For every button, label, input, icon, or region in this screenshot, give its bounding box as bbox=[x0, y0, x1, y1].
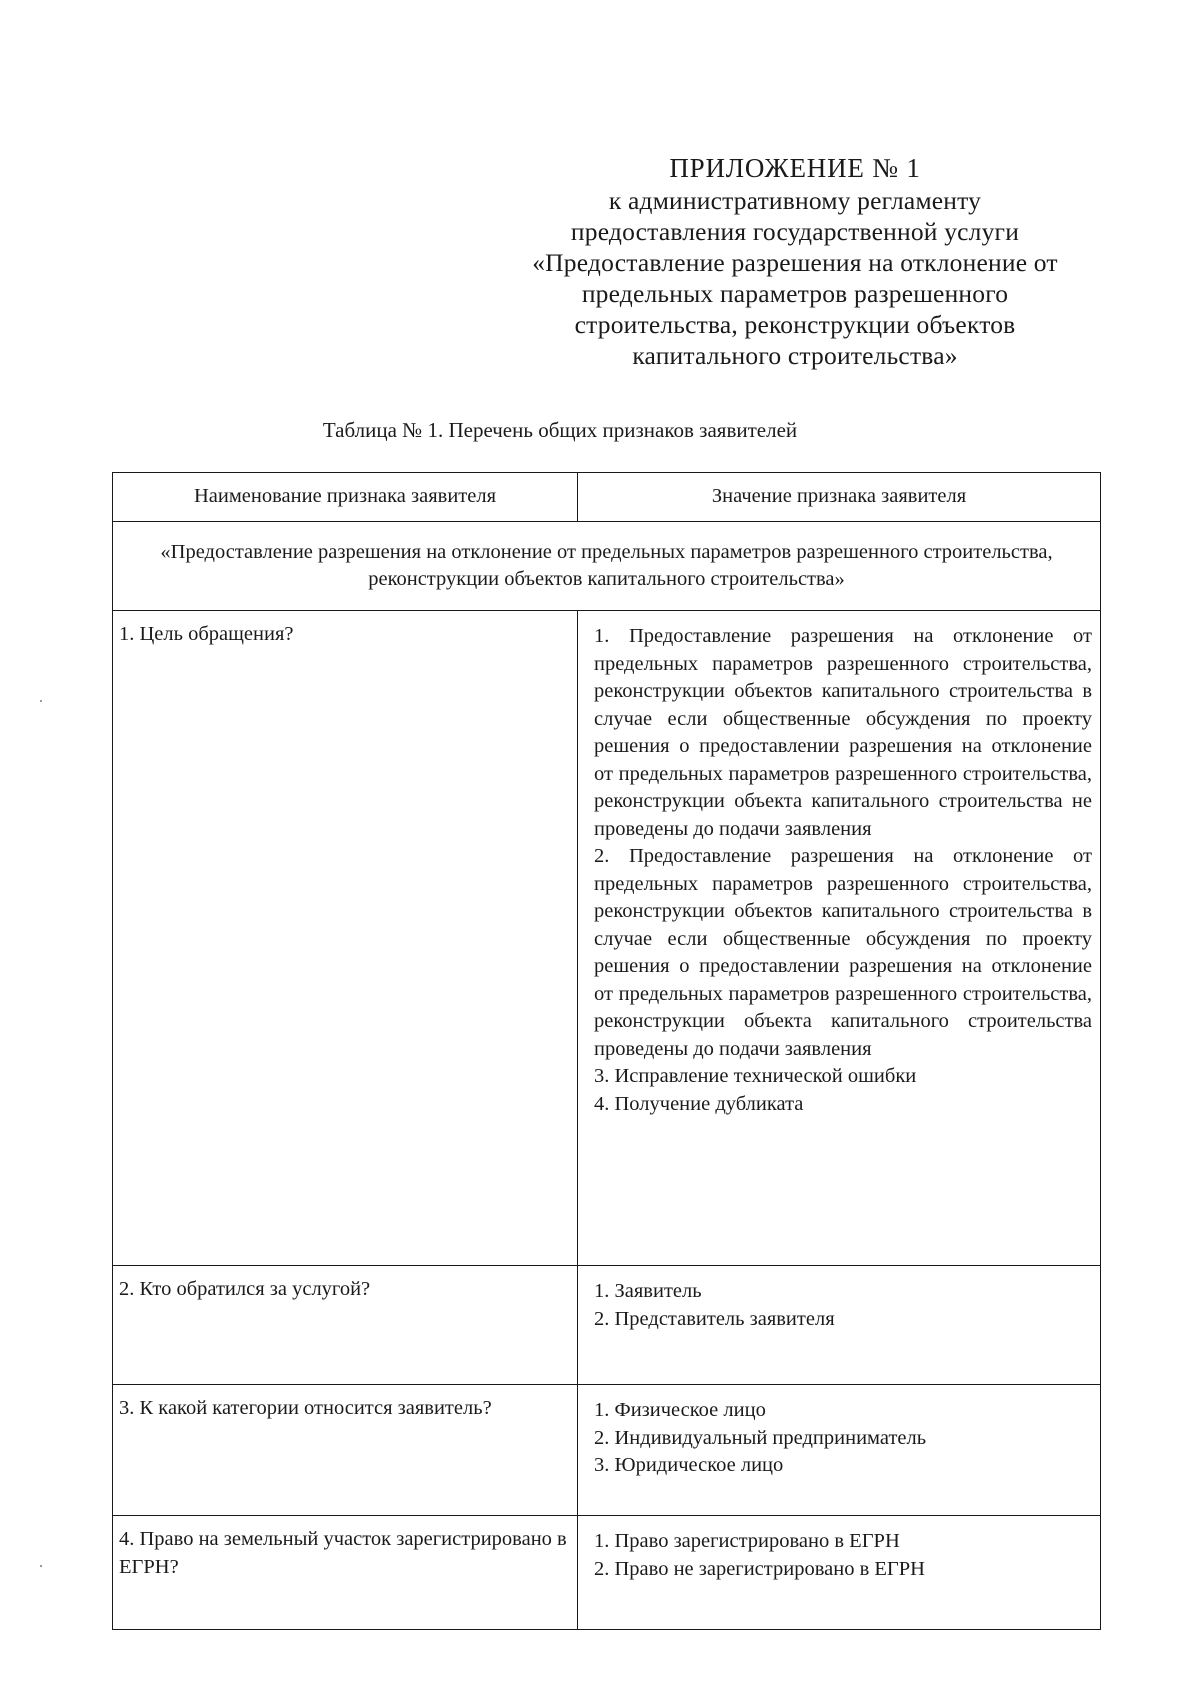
row-answers bbox=[578, 1266, 1101, 1385]
appendix-title: ПРИЛОЖЕНИЕ № 1 bbox=[669, 153, 921, 183]
row-answers bbox=[578, 1516, 1101, 1630]
heading-line: строительства, реконструкции объектов bbox=[574, 310, 1016, 339]
table-header-row bbox=[113, 473, 1101, 522]
answer-item: 1. Заявитель bbox=[594, 1280, 702, 1302]
answer-item: 2. Предоставление разрешения на отклонение от предельных параметров разрешенного строительства, реконструкции объектов капитального строительства в случае если общественные обсуждения по проекту решения о предоставлении разрешения на отклонение от предельных параметров разрешенного строительства, реконструкции объекта капитального строительства проведены до подачи заявления bbox=[594, 845, 1092, 1060]
heading-line: предоставления государственной услуги bbox=[570, 217, 1020, 246]
row-question: 3. К какой категории относится заявитель? bbox=[113, 1385, 578, 1516]
column-header-name: Наименование признака заявителя bbox=[113, 473, 578, 522]
appendix-heading bbox=[500, 152, 1090, 371]
answer-item: 3. Исправление технической ошибки bbox=[594, 1065, 917, 1087]
row-question: 1. Цель обращения? bbox=[113, 611, 578, 1266]
scan-speck bbox=[40, 1565, 42, 1567]
table-row bbox=[113, 611, 1101, 1266]
row-answers bbox=[578, 1385, 1101, 1516]
answer-item: 2. Представитель заявителя bbox=[594, 1307, 835, 1330]
table-row bbox=[113, 1385, 1101, 1516]
heading-line: «Предоставление разрешения на отклонение от bbox=[532, 248, 1058, 277]
table-caption: Таблица № 1. Перечень общих признаков заявителей bbox=[322, 418, 798, 442]
row-question: 4. Право на земельный участок зарегистрировано в ЕГРН? bbox=[113, 1516, 578, 1630]
heading-line: капитального строительства» bbox=[632, 341, 958, 370]
column-header-value: Значение признака заявителя bbox=[578, 473, 1101, 522]
table-row bbox=[113, 1266, 1101, 1385]
scan-speck bbox=[40, 700, 42, 702]
heading-line: предельных параметров разрешенного bbox=[581, 279, 1009, 308]
answer-item: 1. Предоставление разрешения на отклонение от предельных параметров разрешенного строительства, реконструкции объектов капитального строительства в случае если общественные обсуждения по проекту решения о предоставлении разрешения на отклонение от предельных параметров разрешенного строительства, реконструкции объекта капитального строительства не проведены до подачи заявления bbox=[594, 625, 1092, 840]
row-answers bbox=[578, 611, 1101, 1266]
answer-item: 2. Право не зарегистрировано в ЕГРН bbox=[594, 1557, 925, 1580]
applicant-features-table bbox=[112, 472, 1101, 1630]
answer-item: 2. Индивидуальный предприниматель bbox=[594, 1426, 927, 1449]
row-question: 2. Кто обратился за услугой? bbox=[113, 1266, 578, 1385]
heading-line: к административному регламенту bbox=[608, 186, 982, 215]
table-row bbox=[113, 1516, 1101, 1630]
answer-item: 1. Физическое лицо bbox=[594, 1399, 766, 1421]
service-name-row bbox=[113, 522, 1101, 611]
answer-item: 3. Юридическое лицо bbox=[594, 1454, 784, 1476]
answer-item: 4. Получение дубликата bbox=[594, 1092, 804, 1115]
answer-item: 1. Право зарегистрировано в ЕГРН bbox=[594, 1530, 900, 1552]
service-name: «Предоставление разрешения на отклонение от предельных параметров разрешенного строительства, реконструкции объектов капитального строительства» bbox=[113, 522, 1101, 611]
